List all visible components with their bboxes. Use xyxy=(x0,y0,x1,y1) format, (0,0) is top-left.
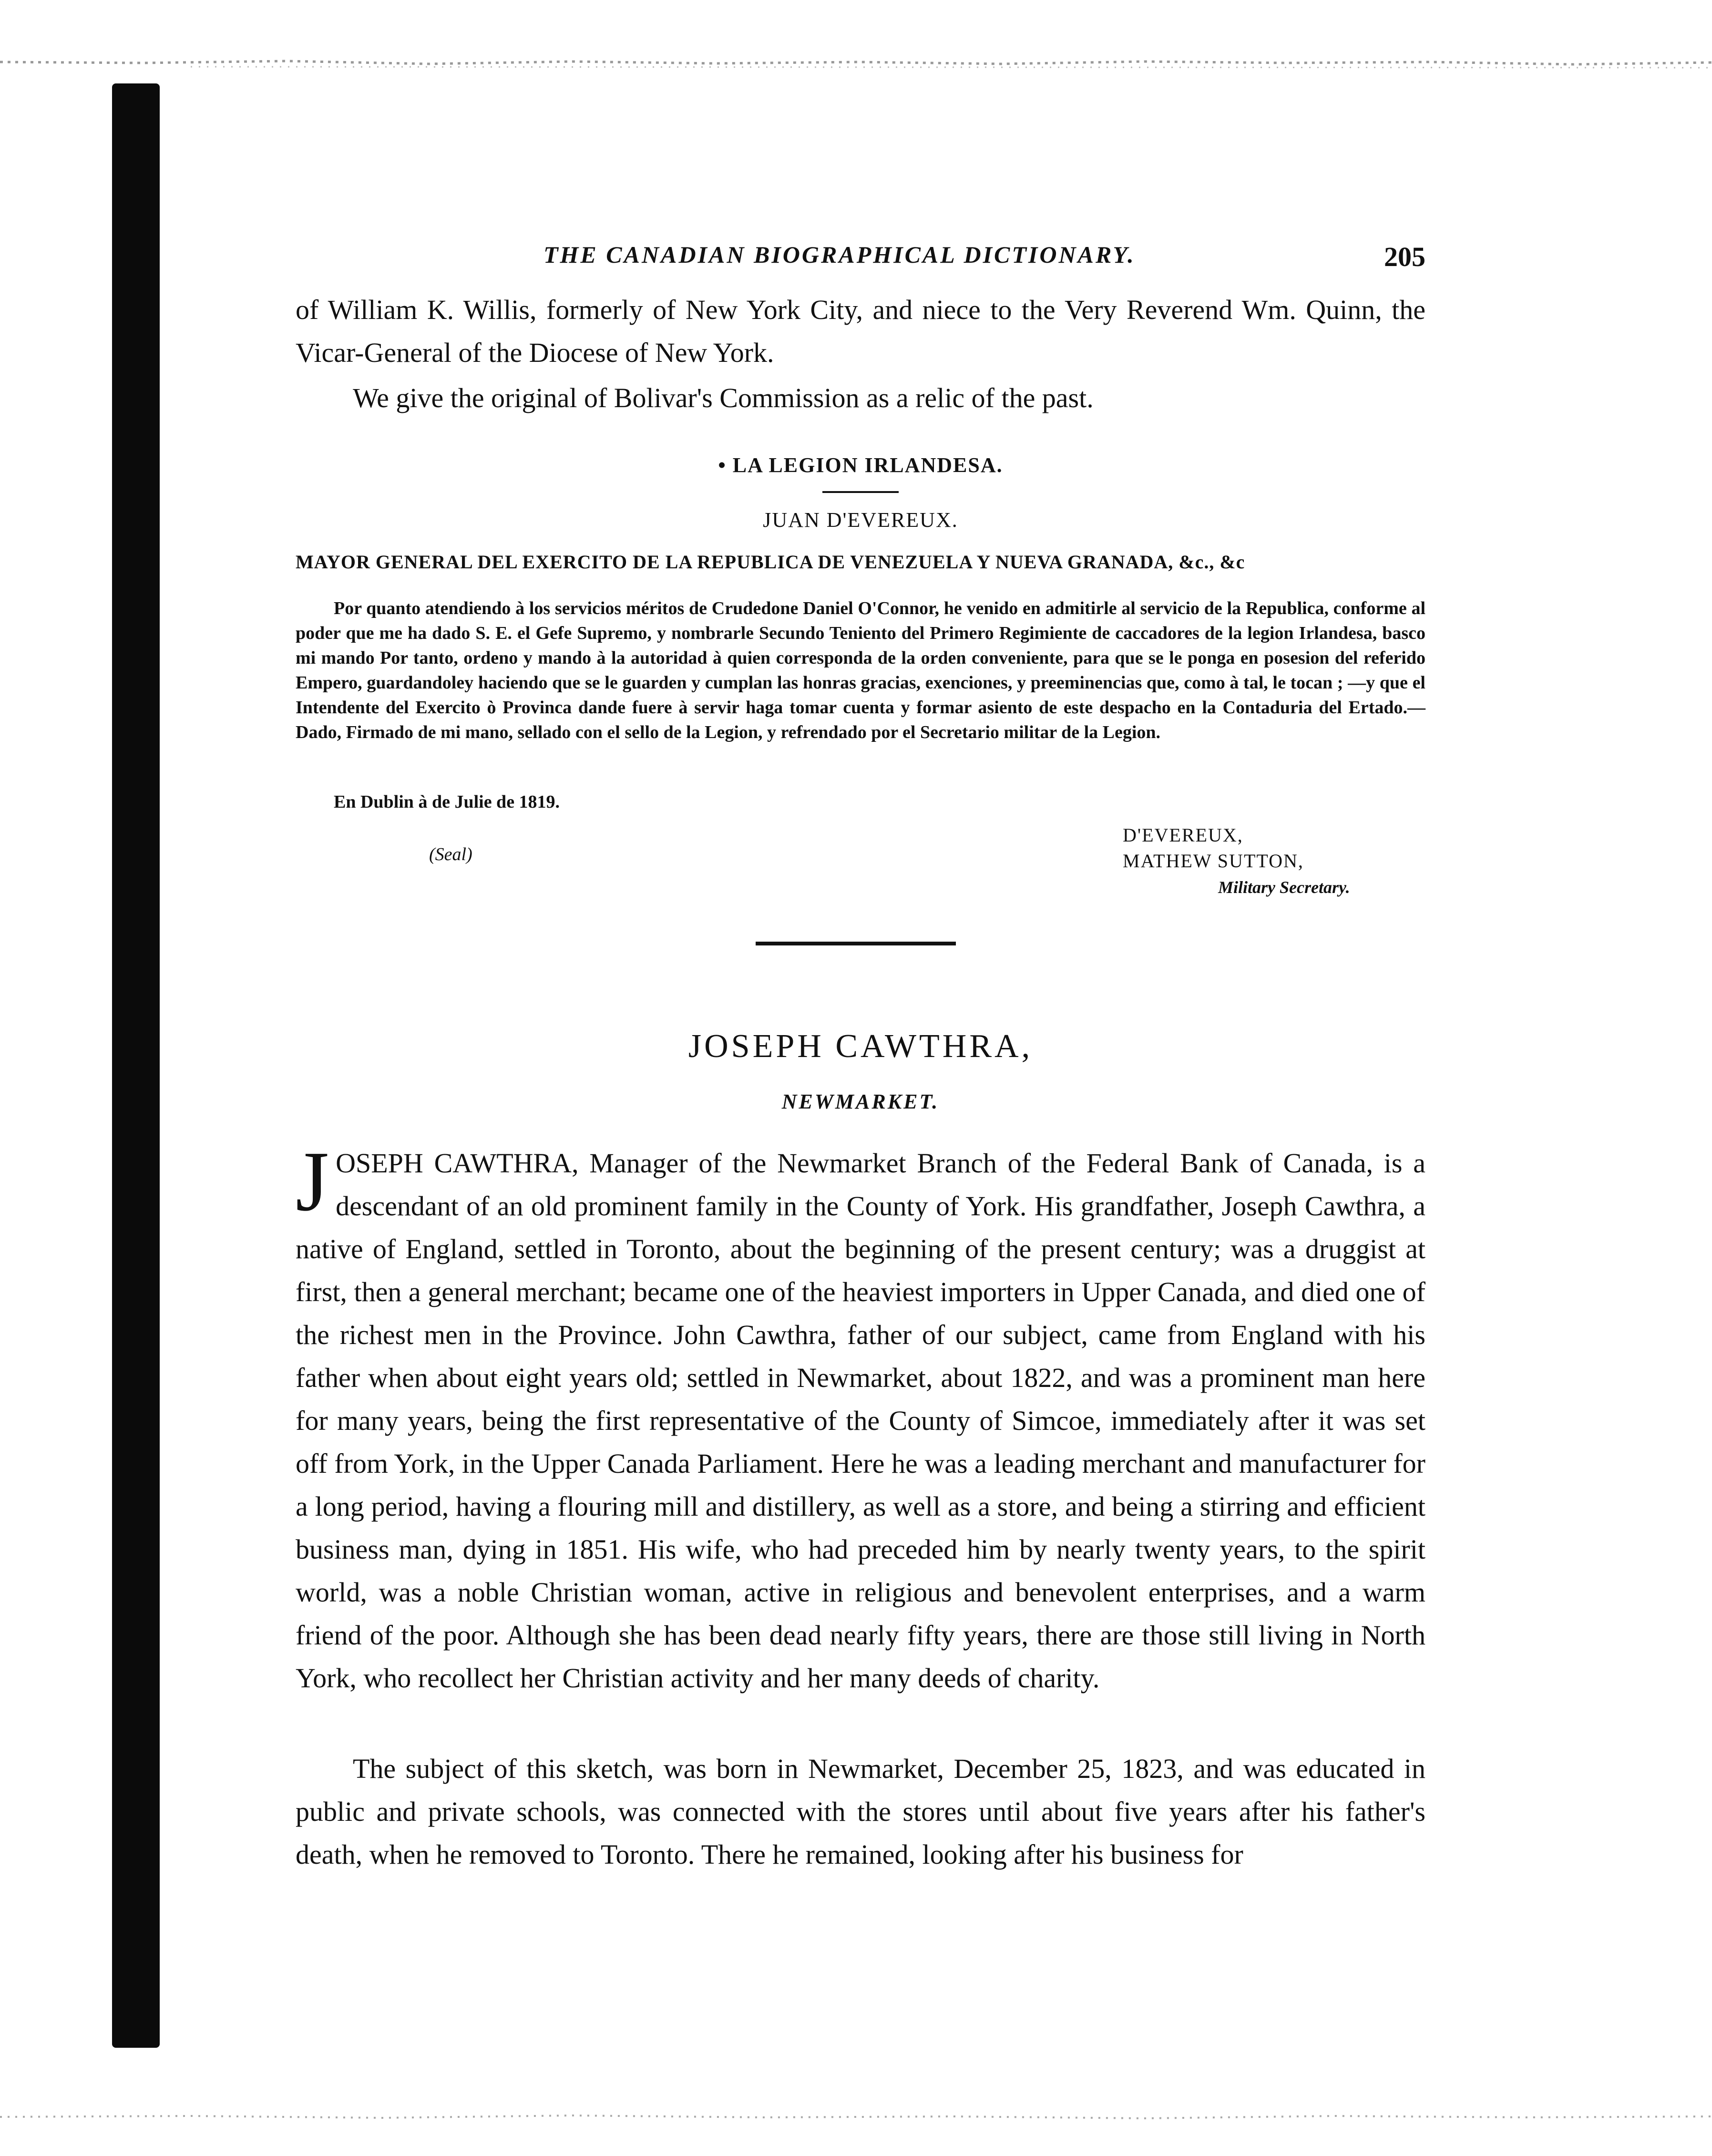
relic-paragraph: We give the original of Bolivar's Commission as a relic of the past. xyxy=(353,382,1094,413)
page-number: 205 xyxy=(1384,241,1425,272)
officer-name: JUAN D'EVEREUX. xyxy=(763,508,958,532)
running-header xyxy=(543,241,1425,274)
commission-text: Por quanto atendiendo à los servicios méritos de Crudedone Daniel O'Connor, he venido en admitirle al servicio de la Republica, conforme al poder que me ha dado S. E. el Gefe Supremo, y nombrarle Secundo Teniento del Primero Regimiente de caccadores de la legion Irlandesa, basco mi mando Por tanto, ordeno y mando à la autoridad à quien corresponda de la orden conveniente, para que se le ponga en posesion del referido Empero, guardandoley haciendo que se le guarden y cumplan las honras gracias, exenciones, y preeminencias que, como à tal, le tocan ; —y que el Intendente del Exercito ò Provinca dande fuere à servir haga tomar cuenta y formar asiento de este despacho en la Contaduria del Ertado.—Dado, Firmado de mi mano, sellado con el sello de la Legion, y refrendado por el Secretario militar de la Legion. xyxy=(296,598,1425,742)
small-rule xyxy=(822,491,899,493)
drop-cap: J xyxy=(296,1134,329,1229)
commission-date: En Dublin à de Julie de 1819. xyxy=(334,792,560,812)
signatory-title: Military Secretary. xyxy=(1218,878,1350,897)
top-edge-scan-noise xyxy=(0,52,1712,76)
binding-shadow xyxy=(112,83,160,2048)
article-paragraph-1 xyxy=(296,1134,1425,1700)
signatory-devereux: D'EVEREUX, xyxy=(1123,824,1243,846)
running-title: THE CANADIAN BIOGRAPHICAL DICTIONARY. xyxy=(543,241,1136,268)
article-title: JOSEPH CAWTHRA, xyxy=(688,1028,1033,1065)
legion-title: • LA LEGION IRLANDESA. xyxy=(718,453,1003,477)
seal-label: (Seal) xyxy=(429,844,472,864)
article-paragraph-1-text: OSEPH CAWTHRA, Manager of the Newmarket Branch of the Federal Bank of Canada, is a descendant of an old prominent family in the County of York. His grandfather, Joseph Cawthra, a native of England, settled in Toronto, about the beginning of the present century; was a druggist at first, then a general merchant; became one of the heaviest importers in Upper Canada, and died one of the richest men in the Province. John Cawthra, father of our subject, came from England with his father when about eight years old; settled in Newmarket, about 1822, and was a prominent man here for many years, being the first representative of the County of Simcoe, immediately after it was set off from York, in the Upper Canada Parliament. Here he was a leading merchant and manufacturer for a long period, having a flouring mill and distillery, as well as a store, and being a stirring and efficient business man, dying in 1851. His wife, who had preceded him by nearly twenty years, to the spirit world, was a noble Christian woman, active in religious and benevolent enterprises, and a warm friend of the poor. Although she has been dead nearly fifty years, there are those still living in North York, who recollect her Christian activity and her many deeds of charity. xyxy=(296,1148,1425,1694)
bottom-edge-scan-noise xyxy=(0,2088,1712,2136)
signature-block xyxy=(1123,822,1304,874)
article-place: NEWMARKET. xyxy=(781,1090,940,1113)
article-paragraph-2: The subject of this sketch, was born in Newmarket, December 25, 1823, and was educated in public and private schools, was connected with the stores until about five years after his father's death, when he removed to Toronto. There he remained, looking after his business for xyxy=(296,1753,1425,1870)
rank-line: MAYOR GENERAL DEL EXERCITO DE LA REPUBLICA DE VENEZUELA Y NUEVA GRANADA, &c., &c xyxy=(296,551,1245,573)
signatory-sutton: MATHEW SUTTON, xyxy=(1123,850,1304,872)
section-divider xyxy=(756,942,956,945)
intro-paragraph: of William K. Willis, formerly of New York City, and niece to the Very Reverend Wm. Quinn, the Vicar-General of the Diocese of New York. xyxy=(296,294,1425,368)
